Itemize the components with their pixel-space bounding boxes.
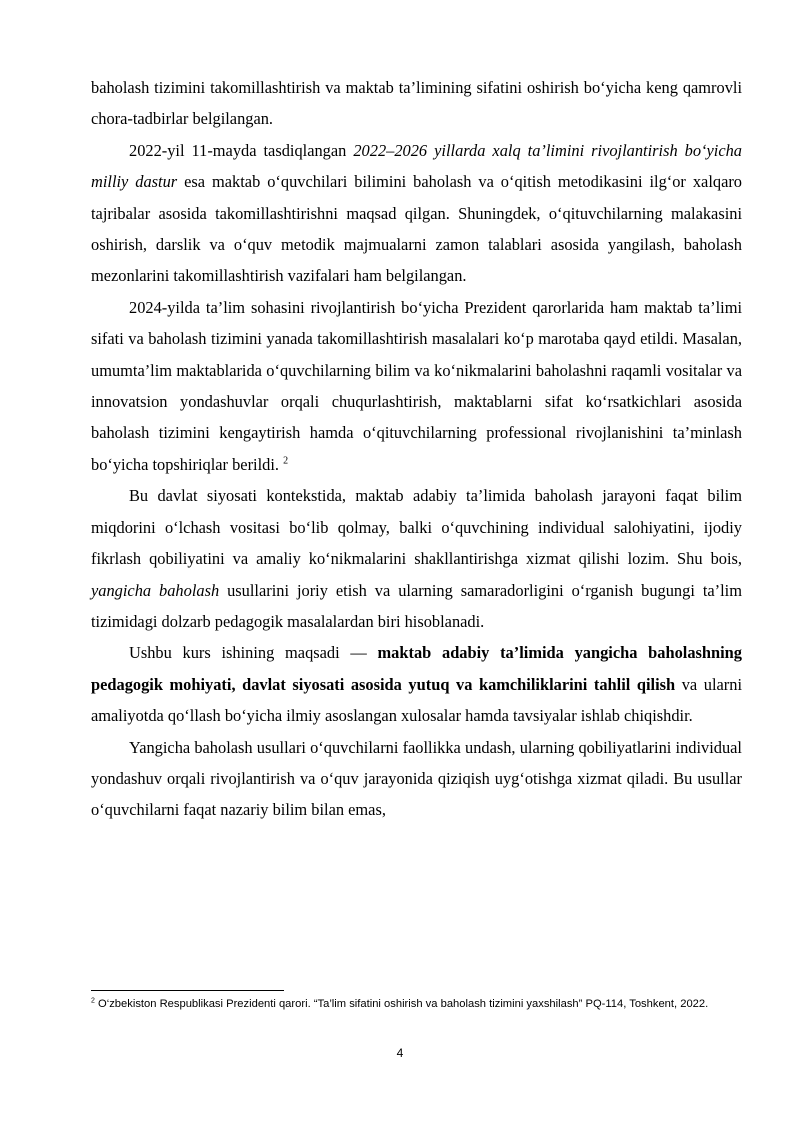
footnote-reference[interactable]: 2 xyxy=(283,455,289,467)
emphasis-term: yangicha baholash xyxy=(91,580,220,600)
page-number: 4 xyxy=(396,1046,404,1060)
footnote-separator xyxy=(91,990,284,991)
paragraph-3 xyxy=(91,292,742,480)
paragraph-1-text: baholash tizimini takomillashtirish va maktab ta’limining sifatini oshirish bo‘yicha keng qamrovli chora-tadbirlar belgilangan. xyxy=(91,78,742,129)
footnote-number: 2 xyxy=(91,997,95,1005)
research-aim: maktab adabiy ta’limida yangicha baholashning pedagogik mohiyati, davlat siyosati asosida yutuq va kamchiliklarini tahlil qilish xyxy=(91,643,742,694)
program-title: 2022–2026 yillarda xalq ta’limini rivojlantirish bo‘yicha milliy dastur xyxy=(91,140,743,192)
paragraph-5-text-b: va ularni amaliyotda qo‘llash bo‘yicha ilmiy asoslangan xulosalar hamda tavsiyalar ishlab chiqishdir. xyxy=(91,674,743,726)
paragraph-4-text-b: usullarini joriy etish va ularning samaradorligini o‘rganish bugungi ta’lim tizimidagi dolzarb pedagogik masalalardan biri hisoblanadi. xyxy=(91,580,742,631)
paragraph-5-text-a: Ushbu kurs ishining maqsadi — xyxy=(129,643,378,663)
body-text xyxy=(91,72,742,826)
paragraph-2-text-a: 2022-yil 11-mayda tasdiqlangan xyxy=(129,140,354,160)
paragraph-5 xyxy=(91,637,742,731)
paragraph-6-text: Yangicha baholash usullari o‘quvchilarni faollikka undash, ularning qobiliyatlarini individual yondashuv orqali rivojlantirish va o‘quv jarayonida qiziqish uyg‘otishga xizmat qiladi. Bu usullar o‘quvchilarni faqat nazariy bilim bilan emas, xyxy=(91,737,742,820)
paragraph-4-text-a: Bu davlat siyosati kontekstida, maktab adabiy ta’limida baholash jarayoni faqat bilim miqdorini o‘lchash vositasi bo‘lib qolmay, balki o‘quvchining individual salohiyatini, ijodiy fikrlash qobiliyatini va amaliy ko‘nikmalarini shakllantirishga xizmat qilishi lozim. Shu bois, xyxy=(91,486,742,569)
paragraph-6 xyxy=(91,732,742,826)
paragraph-2 xyxy=(91,135,742,292)
paragraph-2-text-b: esa maktab o‘quvchilari bilimini baholash va o‘qitish metodikasini ilg‘or xalqaro tajribalar asosida takomillashtirishni maqsad qilgan. Shuningdek, o‘qituvchilarning malakasini oshirish, darslik va o‘quv metodik majmualarni zamon talablari asosida yangilash, baholash mezonlarini takomillashtirish vazifalari ham belgilangan. xyxy=(91,172,742,286)
footnote xyxy=(91,996,751,1013)
paragraph-1 xyxy=(91,72,742,135)
footnote-text: O‘zbekiston Respublikasi Prezidenti qarori. “Ta’lim sifatini oshirish va baholash tizimini yaxshilash” PQ-114, Toshkent, 2022. xyxy=(94,998,709,1010)
paragraph-4 xyxy=(91,480,742,637)
paragraph-3-text: 2024-yilda ta’lim sohasini rivojlantirish bo‘yicha Prezident qarorlarida ham maktab ta’limi sifati va baholash tizimini yanada takomillashtirish masalalari ko‘p marotaba qayd etildi. Masalan, umumta’lim maktablarida o‘quvchilarning bilim va ko‘nikmalarini baholashni raqamli vositalar va innovatsion yondashuvlar orqali chuqurlashtirish, maktablarni sifat ko‘rsatkichlari asosida baholash tizimini kengaytirish hamda o‘qituvchilarning professional rivojlanishini ta’minlash bo‘yicha topshiriqlar berildi. xyxy=(91,297,742,474)
